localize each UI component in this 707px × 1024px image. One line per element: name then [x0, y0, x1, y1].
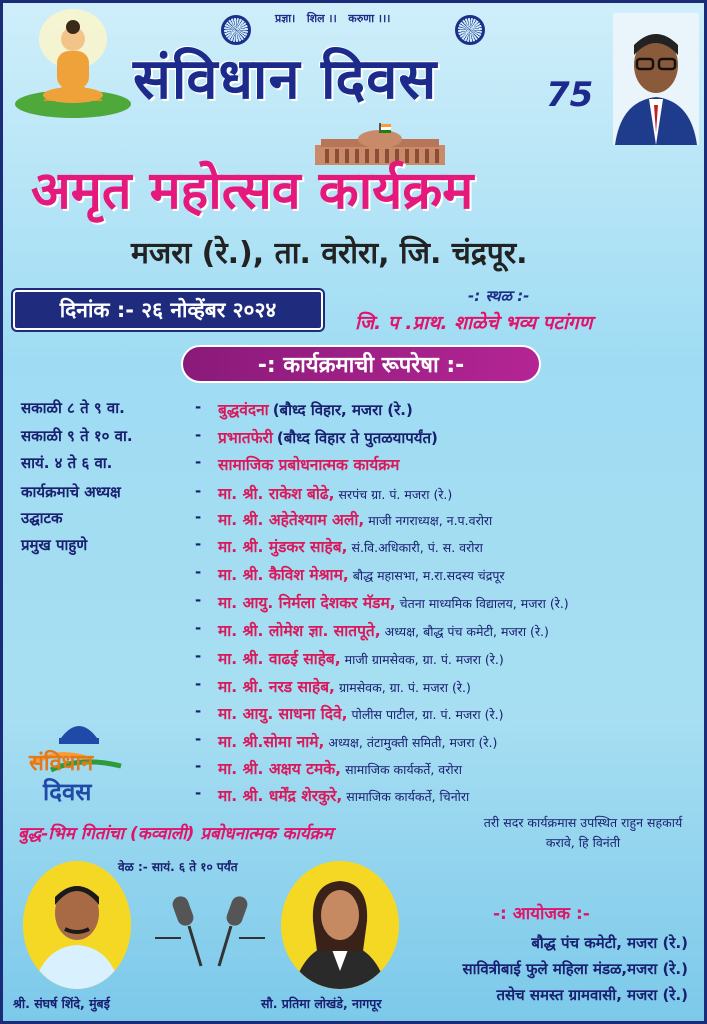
singer-1-caption: श्री. संघर्ष शिंदे, मुंबई: [13, 996, 110, 1011]
schedule-label: सकाळी ८ ते ९ वा.: [21, 399, 125, 417]
schedule-dash: -: [195, 647, 202, 665]
schedule-name: मा. श्री. लोमेश ज्ञा. सातपूते,: [218, 622, 381, 640]
schedule-row: [3, 426, 707, 450]
schedule-dash: -: [195, 398, 202, 416]
schedule-row: [3, 398, 707, 422]
venue-label: -: स्थळ :-: [468, 287, 530, 305]
schedule-text: [218, 757, 462, 779]
schedule-dash: -: [195, 453, 202, 471]
schedule-desc: (बौध्द विहार ते पुतळयापर्यंत): [276, 429, 438, 447]
schedule-text: [218, 453, 403, 475]
schedule-label: प्रमुख पाहुणे: [21, 536, 88, 554]
schedule-label: सायं. ४ ते ६ वा.: [21, 454, 113, 472]
schedule-text: [218, 619, 549, 641]
schedule-text: [218, 535, 483, 557]
schedule-text: [218, 702, 503, 724]
schedule-desc: सामाजिक कार्यकर्ते, वरोरा: [345, 762, 462, 777]
schedule-desc: सं.वि.अधिकारी, पं. स. वरोरा: [351, 540, 483, 555]
outline-banner: -: कार्यक्रमाची रूपरेषा :-: [181, 345, 541, 383]
schedule-dash: -: [195, 784, 202, 802]
organizer-heading: -: आयोजक :-: [493, 904, 590, 924]
date-banner: दिनांक :- २६ नोव्हेंबर २०२४: [13, 290, 323, 330]
schedule-name: मा. श्री. धर्मेंद्र शेरकुरे,: [218, 787, 343, 805]
schedule-row: [3, 591, 707, 615]
title-sub: अमृत महोत्सव कार्यक्रम: [31, 161, 474, 221]
schedule-name: मा. श्री. वाढई साहेब,: [218, 650, 341, 668]
schedule-name: मा. श्री. मुंडकर साहेब,: [218, 538, 348, 556]
schedule-dash: -: [195, 535, 202, 553]
schedule-dash: -: [195, 482, 202, 500]
schedule-row: [3, 647, 707, 671]
schedule-text: [218, 784, 469, 806]
schedule-desc: पोलीस पाटील, ग्रा. पं. मजरा (रे.): [351, 707, 504, 722]
logo-text-1: संविधान: [29, 751, 94, 776]
schedule-text: [218, 426, 438, 448]
schedule-name: मा. आयु. निर्मला देशकर मॅडम,: [218, 594, 396, 612]
ambedkar-portrait: [613, 13, 699, 145]
schedule-row: [3, 535, 707, 559]
schedule-dash: -: [195, 591, 202, 609]
schedule-row: [3, 675, 707, 699]
schedule-text: [218, 647, 504, 669]
dharma-wheel-icon: [455, 15, 485, 45]
schedule-name: मा. आयु. साधना दिवे,: [218, 705, 348, 723]
singer-1-photo: [23, 861, 131, 989]
singer-2-photo: [281, 861, 399, 989]
schedule-dash: -: [195, 619, 202, 637]
schedule-row: [3, 482, 707, 506]
samvidhan-divas-logo: [21, 708, 136, 808]
schedule-label: उद्घाटक: [21, 509, 63, 527]
schedule-name: प्रभातफेरी: [218, 429, 273, 447]
schedule-name: बुद्धवंदना: [218, 401, 269, 419]
schedule-label: कार्यक्रमाचे अध्यक्ष: [21, 483, 121, 501]
organizer-1: बौद्ध पंच कमेटी, मजरा (रे.): [531, 934, 688, 952]
schedule-dash: -: [195, 563, 202, 581]
schedule-desc: (बौध्द विहार, मजरा (रे.): [272, 401, 413, 419]
schedule-text: [218, 675, 471, 697]
schedule-desc: अध्यक्ष, बौद्ध पंच कमेटी, मजरा (रे.): [384, 624, 549, 639]
schedule-row: [3, 508, 707, 532]
schedule-desc: माजी ग्रामसेवक, ग्रा. पं. मजरा (रे.): [344, 652, 504, 667]
schedule-text: [218, 591, 569, 613]
schedule-desc: अध्यक्ष, तंटामुक्ती समिती, मजरा (रे.): [328, 735, 498, 750]
schedule-desc: माजी नगराध्यक्ष, न.प.वरोरा: [368, 513, 493, 528]
schedule-text: [218, 482, 452, 504]
schedule-dash: -: [195, 702, 202, 720]
schedule-row: [3, 563, 707, 587]
singer-2-caption: सौ. प्रतिमा लोखंडे, नागपूर: [261, 996, 382, 1011]
qawwali-time: वेळ :- सायं. ६ ते १० पर्यंत: [118, 860, 238, 874]
schedule-name: मा. श्री.सोमा नामे,: [218, 733, 325, 751]
title-main: संविधान दिवस: [133, 47, 438, 112]
schedule-text: [218, 563, 505, 585]
schedule-desc: ग्रामसेवक, ग्रा. पं. मजरा (रे.): [338, 680, 471, 695]
organizer-2: सावित्रीबाई फुले महिला मंडळ,मजरा (रे.): [462, 960, 688, 978]
schedule-label: सकाळी ९ ते १० वा.: [21, 427, 133, 445]
invite-note: तरी सदर कार्यक्रमास उपस्थित राहुन सहकार्य करावे, हि विनंती: [483, 815, 683, 850]
schedule-name: सामाजिक प्रबोधनात्मक कार्यक्रम: [218, 456, 400, 474]
schedule-desc: सामाजिक कार्यकर्ते, चिनोरा: [346, 789, 470, 804]
schedule-name: मा. श्री. अहेतेश्याम अली,: [218, 511, 365, 529]
schedule-dash: -: [195, 426, 202, 444]
schedule-name: मा. श्री. नरड साहेब,: [218, 678, 335, 696]
schedule-desc: चेतना माध्यमिक विद्यालय, मजरा (रे.): [399, 596, 569, 611]
schedule-row: [3, 453, 707, 477]
qawwali-title: बुद्ध-भिम गितांचा (कव्वाली) प्रबोधनात्मक कार्यक्रम: [18, 824, 333, 844]
venue: जि. प .प्राथ. शाळेचे भव्य पटांगण: [355, 312, 593, 334]
schedule-desc: बौद्ध महासभा, म.रा.सदस्य चंद्रपूर: [352, 568, 505, 583]
schedule-name: मा. श्री. कैविश मेश्राम,: [218, 566, 349, 584]
logo-text-2: दिवस: [43, 778, 92, 806]
schedule-dash: -: [195, 730, 202, 748]
schedule-text: [218, 398, 413, 420]
schedule-text: [218, 730, 497, 752]
schedule-desc: सरपंच ग्रा. पं. मजरा (रे.): [338, 487, 453, 502]
schedule-name: मा. श्री. राकेश बोढे,: [218, 485, 335, 503]
tagline: प्रज्ञा। शिल ।। करुणा ।।।: [275, 12, 391, 25]
buddha-image: [13, 9, 133, 121]
schedule-dash: -: [195, 675, 202, 693]
location: मजरा (रे.), ता. वरोरा, जि. चंद्रपूर.: [131, 236, 528, 271]
schedule-name: मा. श्री. अक्षय टमके,: [218, 760, 342, 778]
title-number: 75: [546, 75, 594, 115]
schedule-dash: -: [195, 508, 202, 526]
microphones-icon: [151, 888, 269, 968]
schedule-row: [3, 619, 707, 643]
schedule-dash: -: [195, 757, 202, 775]
organizer-3: तसेच समस्त ग्रामवासी, मजरा (रे.): [496, 986, 688, 1004]
schedule-text: [218, 508, 492, 530]
